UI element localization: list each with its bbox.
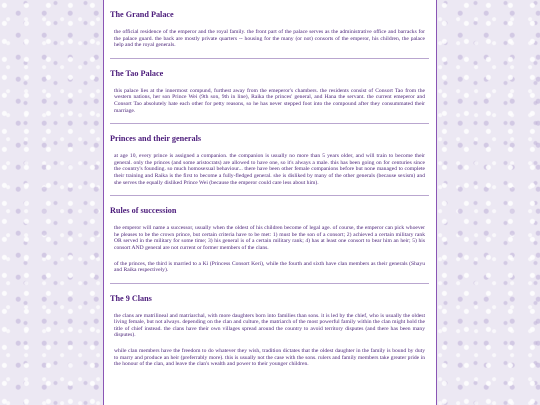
section-paragraph: the clans are matrilineal and matriarchal, with more daughters born into families than sons. it is led by the chief, who is usually the oldest living female, but not always. depending on the clan and culture, the matriarch of the most powerful family within the clan might hold the title of chief instead. the clans have their own villages spread around the country to avoid territory disputes (and there has been many disputes). <box>114 312 425 339</box>
content-column <box>103 0 437 405</box>
section-grand-palace <box>110 0 429 59</box>
section-paragraph: the official residence of the emperor and the royal family. the front part of the palace serves as the administrative office and barracks for the palace guard. the back are mostly private quarters -- housing for the many (or not) consorts of the emperor, his children, the palace help and the royal generals. <box>114 29 425 49</box>
section-title: Princes and their generals <box>110 134 202 144</box>
section-nine-clans <box>110 284 429 368</box>
section-title: Rules of succession <box>110 206 177 216</box>
section-paragraph: of the princes, the third is married to a Ki (Princess Consort Keri), while the fourth and sixth have clan members as their generals (Shayu and Raika respectively). <box>114 260 425 274</box>
section-title: The 9 Clans <box>110 293 152 303</box>
section-paragraph: the emperor will name a successor, usually when the oldest of his children become of legal age. of course, the emperor can pick whoever he pleases to be the crown prince, but certain criteria have to be met: 1) must be the son of a consort; 2) achieved a certain military rank OR served in the military for some time; 3) his general is of a certain military rank; 4) has at least one consort to bear him an heir; 5) his consort AND general are not current or former members of the clans. <box>114 225 425 251</box>
section-title: The Tao Palace <box>110 68 164 78</box>
section-title: The Grand Palace <box>110 10 174 19</box>
section-paragraph: this palace lies at the innermost compund, furthest away from the emeperor's chambers. the residents consist of Consort Tao from the western nations, her son Prince Wei (9th son, 9th in line), Raika the princes' general, and Hana the servant. the current emeperor and Consort Tao absolutely hate each other for petty reasons, so he has never stepped foot into the compound after they consummated their marriage. <box>114 87 425 114</box>
section-tao-palace <box>110 59 429 124</box>
section-rules-succession <box>110 196 429 284</box>
section-paragraph: while clan members have the freedom to do whatever they wish, tradition dictates that the oldest daughter in the family is bound by duty to marry and produce an heir (preferrably more). this is usually not the case with the sons. rulers and family members take greater pride in the honour of the clan, and leave the clan's wealth and power to their younger children. <box>114 348 425 368</box>
section-paragraph: at age 10, every prince is assigned a companion. the companion is usually no more than 5 years older, and will train to become their general. only the princes (and some aristocrats) are allowed to have one, so it's always a male. this has been going on for centuries since the country's founding. so much homosexual behaviour... there have been other female companions before but none managed to complete their training and Raika is the first to become a fully-fledged general. she is disliked by many of the other generals (because sexism) and she serves the equally disliked Prince Wei (because the emperor could care less about him). <box>114 153 425 186</box>
section-princes-generals <box>110 124 429 196</box>
